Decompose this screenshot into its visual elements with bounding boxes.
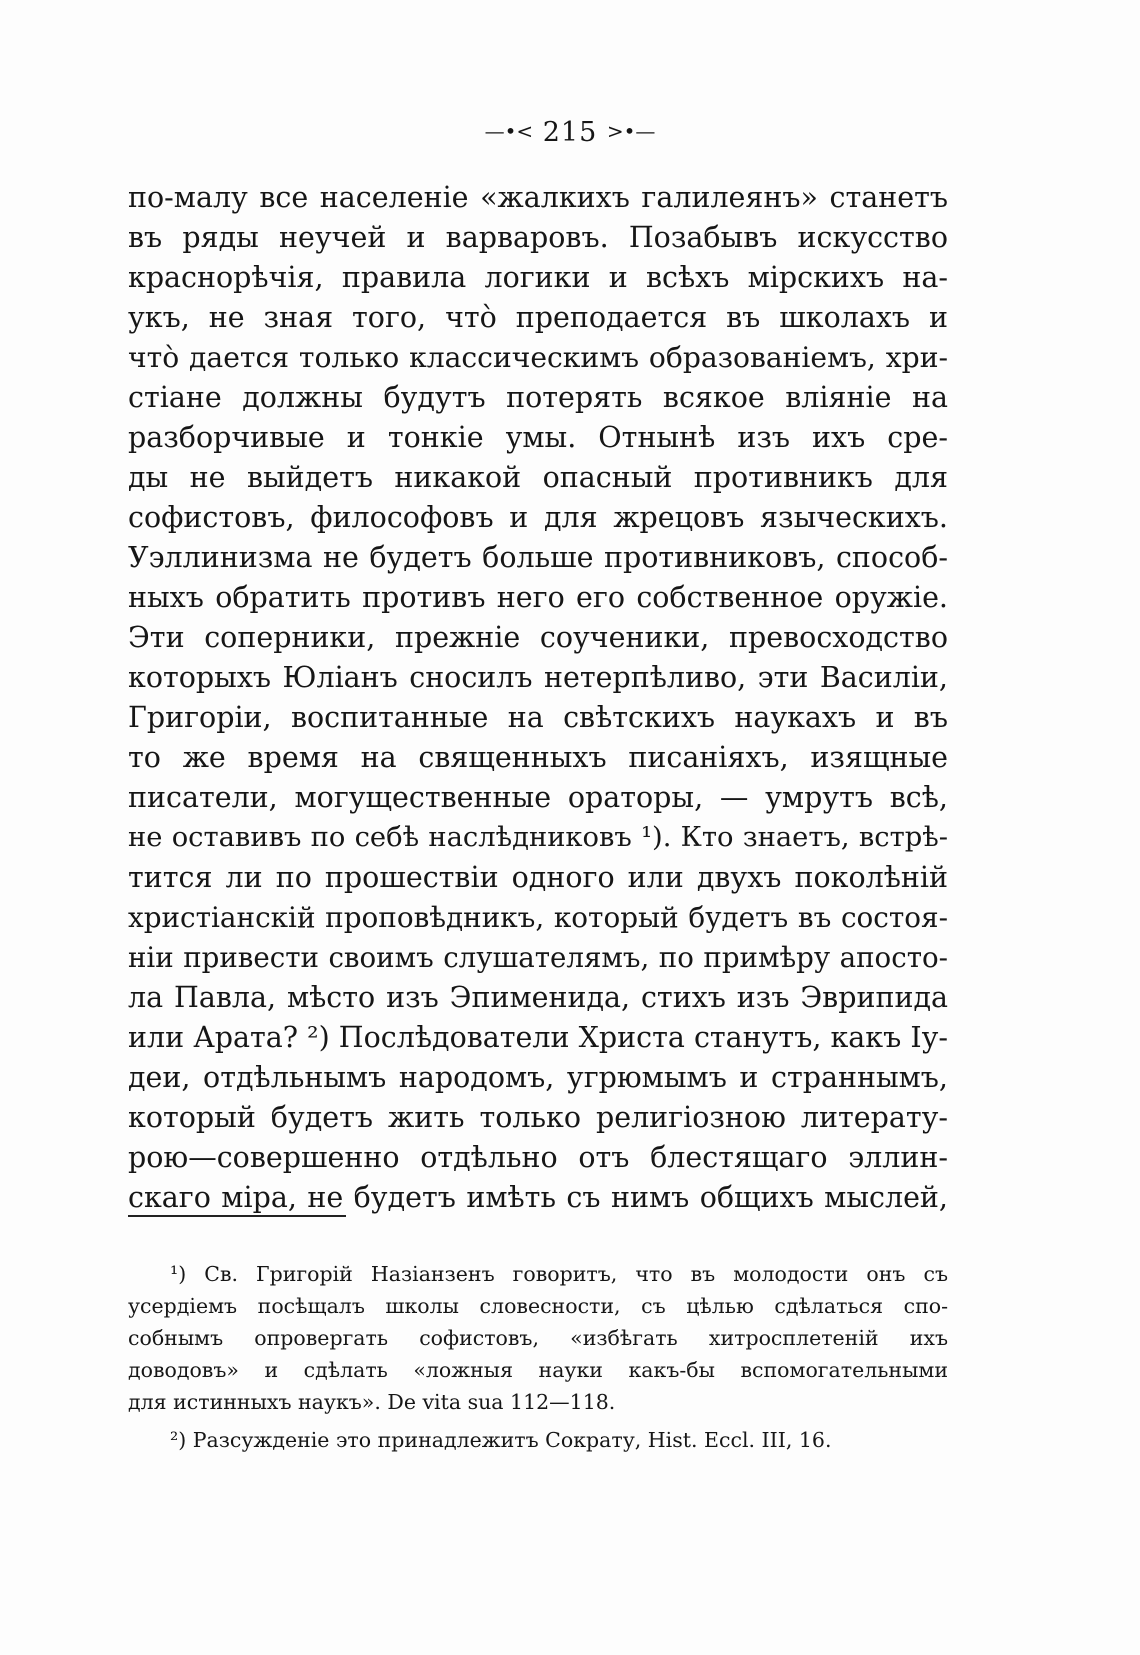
text-line: Уэллинизма не будетъ больше противниковъ, способ-	[128, 541, 948, 574]
text-line: по-малу все населеніе «жалкихъ галилеянъ» станетъ	[128, 181, 948, 214]
footnote-line: доводовъ» и сдѣлать «ложныя науки какъ-бы вспомогательными	[128, 1358, 948, 1382]
footnote-1	[128, 1258, 948, 1418]
text-line: чтò дается только классическимъ образованіемъ, хри-	[128, 341, 948, 374]
text-line: Эти соперники, прежніе соученики, превосходство	[128, 621, 948, 654]
footnote-2	[128, 1424, 948, 1456]
text-line: ніи привести своимъ слушателямъ, по примѣру апосто-	[128, 941, 948, 974]
text-line: Григоріи, воспитанные на свѣтскихъ наукахъ и въ	[128, 701, 948, 734]
text-line: скаго міра, не будетъ имѣть съ нимъ общихъ мыслей,	[128, 1181, 948, 1214]
footnote-line: усердіемъ посѣщалъ школы словесности, съ цѣлью сдѣлаться спо-	[128, 1294, 948, 1318]
text-line: рою—совершенно отдѣльно отъ блестящаго эллин-	[128, 1141, 948, 1174]
text-line: укъ, не зная того, чтò преподается въ школахъ и	[128, 301, 948, 334]
footnote-line: для истинныхъ наукъ». De vita sua 112—118.	[128, 1390, 616, 1414]
footnote-line: собнымъ опровергать софистовъ, «избѣгать хитросплетеній ихъ	[128, 1326, 948, 1350]
text-line: христіанскій проповѣдникъ, который будетъ въ состоя-	[128, 901, 948, 934]
header-ornament-left: —•<	[484, 119, 534, 143]
text-line: или Арата? ²) Послѣдователи Христа станутъ, какъ Іу-	[128, 1021, 948, 1054]
header-ornament-right: >•—	[606, 119, 656, 143]
text-line: разборчивые и тонкіе умы. Отнынѣ изъ ихъ сре-	[128, 421, 948, 454]
page-header	[0, 116, 1140, 151]
text-line: писатели, могущественные ораторы, — умрутъ всѣ,	[128, 781, 948, 814]
footnotes	[128, 1258, 948, 1456]
footnote-separator	[128, 1215, 346, 1217]
text-line: краснорѣчія, правила логики и всѣхъ мірскихъ на-	[128, 261, 948, 294]
page-number: 215	[542, 117, 598, 148]
footnote-line: ¹) Св. Григорій Назіанзенъ говоритъ, что въ молодости онъ съ	[170, 1262, 948, 1286]
main-text	[128, 178, 948, 1218]
text-line: ныхъ обратить противъ него его собственное оружіе.	[128, 581, 948, 614]
text-line: ды не выйдетъ никакой опасный противникъ для	[128, 461, 948, 494]
text-line: тится ли по прошествіи одного или двухъ поколѣній	[128, 861, 948, 894]
footnote-line: ²) Разсужденіе это принадлежитъ Сократу, Hist. Eccl. III, 16.	[170, 1428, 832, 1452]
text-line: въ ряды неучей и варваровъ. Позабывъ искусство	[128, 221, 948, 254]
text-line: софистовъ, философовъ и для жрецовъ языческихъ.	[128, 501, 948, 534]
text-line: ла Павла, мѣсто изъ Эпименида, стихъ изъ Эврипида	[128, 981, 948, 1014]
text-line: которыхъ Юліанъ сносилъ нетерпѣливо, эти Василіи,	[128, 661, 948, 694]
text-line: не оставивъ по себѣ наслѣдниковъ ¹). Кто знаетъ, встрѣ-	[128, 822, 948, 853]
text-line: стіане должны будутъ потерять всякое вліяніе на	[128, 381, 948, 414]
text-line: деи, отдѣльнымъ народомъ, угрюмымъ и страннымъ,	[128, 1061, 948, 1094]
text-line: то же время на священныхъ писаніяхъ, изящные	[128, 741, 948, 774]
text-line: который будетъ жить только религіозною литерату-	[128, 1101, 948, 1134]
